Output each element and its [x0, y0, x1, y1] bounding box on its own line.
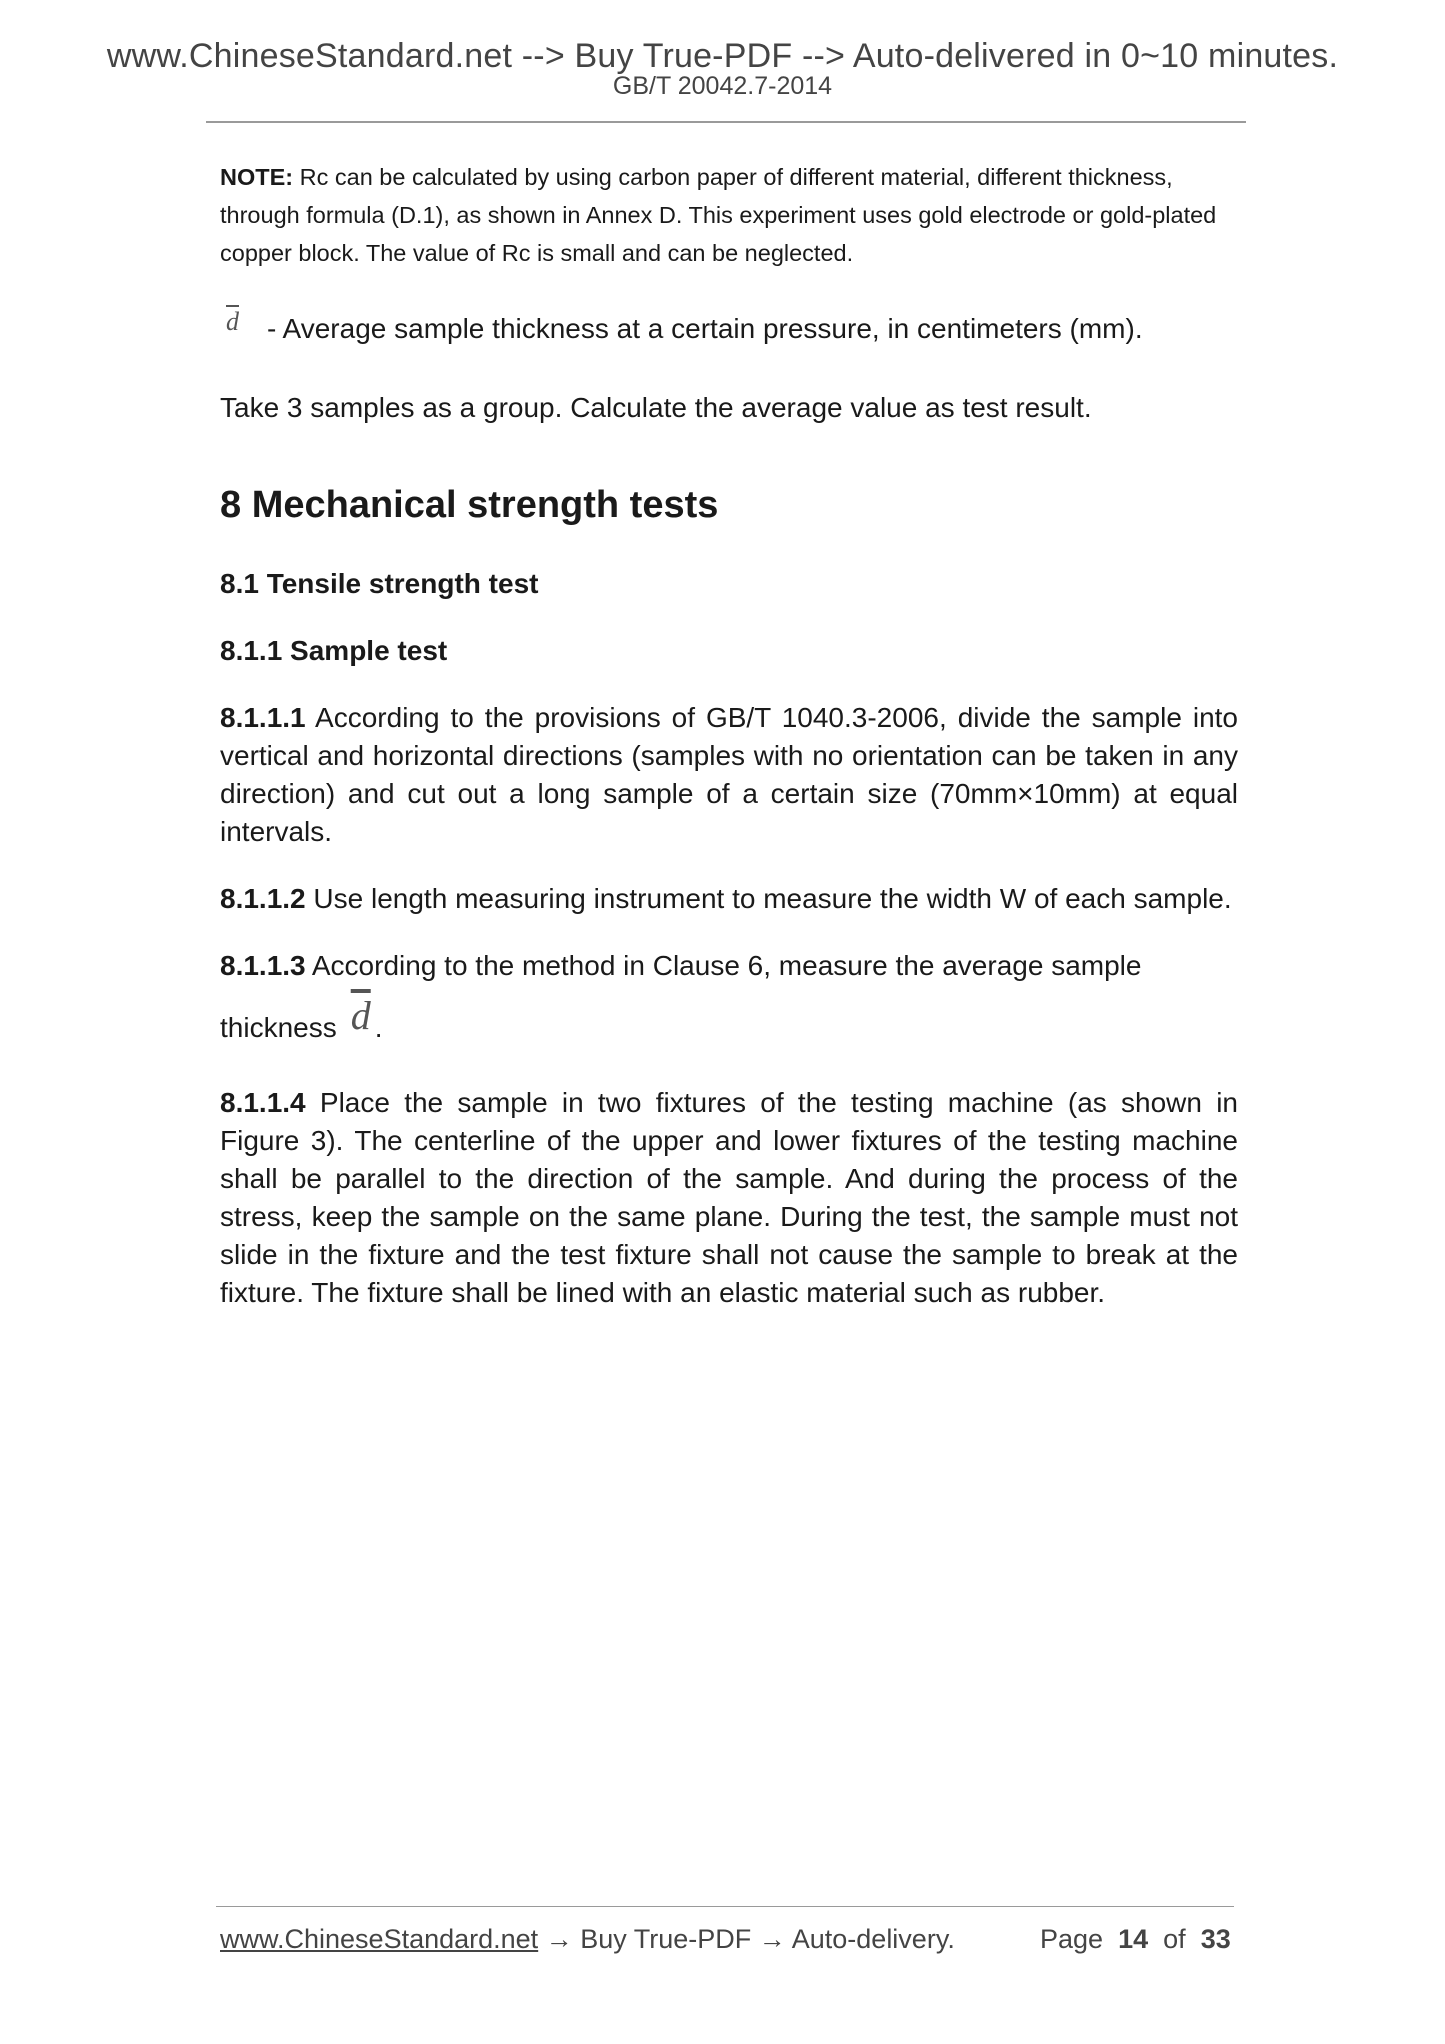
clause-8-1-1-3	[220, 947, 1238, 985]
group-paragraph: Take 3 samples as a group. Calculate the average value as test result.	[220, 392, 1092, 423]
clause-number: 8.1.1.2	[220, 883, 306, 914]
symbol-definition-text: - Average sample thickness at a certain pressure, in centimeters (mm).	[267, 313, 1143, 344]
header-divider	[206, 121, 1246, 123]
clause-8-1-1-1	[220, 699, 1238, 851]
clause-end-punct: .	[374, 1012, 383, 1043]
page-content	[220, 158, 1238, 1312]
note-label: NOTE:	[220, 164, 294, 190]
clause-text: Place the sample in two fixtures of the testing machine (as shown in Figure 3). The centerline of the upper and lower fixtures of the testing machine shall be parallel to the direction of the sample. And during the process of the stress, keep the sample on the same plane. During the test, the sample must not slide in the fixture and the test fixture shall not cause the sample to break at the fixture. The fixture shall be lined with an elastic material such as rubber.	[220, 1087, 1238, 1308]
clause-number: 8.1.1.1	[220, 702, 306, 733]
clause-number: 8.1.1.4	[220, 1087, 306, 1118]
d-bar-symbol: $\overline{d}$	[226, 307, 239, 336]
clause-text: According to the method in Clause 6, measure the average sample	[311, 950, 1142, 981]
top-banner: www.ChineseStandard.net --> Buy True-PDF --> Auto-delivered in 0~10 minutes.	[106, 37, 1339, 75]
clause-text: According to the provisions of GB/T 1040.3-2006, divide the sample into vertical and horizontal directions (samples with no orientation can be taken in any direction) and cut out a long sample of a certain size (70mm×10mm) at equal intervals.	[220, 702, 1239, 847]
footer-site-link[interactable]: www.ChineseStandard.net	[220, 1924, 539, 1954]
page-indicator	[1040, 1922, 1231, 1956]
footer-promo	[220, 1922, 955, 1956]
clause-number: 8.1.1.3	[220, 950, 306, 981]
symbol-definition	[220, 307, 1238, 349]
clause-8-1-1-4	[220, 1084, 1238, 1312]
d-bar-symbol: $\overline{d}$	[350, 993, 371, 1038]
clause-tail-text: thickness	[220, 1012, 337, 1043]
footer-divider	[216, 1906, 1234, 1907]
page-number: 14	[1118, 1924, 1149, 1954]
clause-8-1-1-2	[220, 880, 1238, 918]
of-label: of	[1163, 1924, 1186, 1954]
document-code: GB/T 20042.7-2014	[612, 72, 833, 100]
clause-text: Use length measuring instrument to measure the width W of each sample.	[313, 883, 1232, 914]
subsubsection-heading: 8.1.1 Sample test	[220, 635, 448, 666]
subsection-heading: 8.1 Tensile strength test	[220, 568, 539, 599]
note-text: Rc can be calculated by using carbon paper of different material, different thickness, through formula (D.1), as shown in Annex D. This experiment uses gold electrode or gold-plated copper block. The value of Rc is small and can be neglected.	[220, 164, 1217, 266]
clause-8-1-1-3-continuation	[220, 993, 1238, 1055]
footer-tagline: → Buy True-PDF → Auto-delivery.	[538, 1924, 955, 1954]
note-paragraph	[220, 158, 1238, 272]
page-total: 33	[1200, 1924, 1231, 1954]
page-label: Page	[1040, 1924, 1104, 1954]
section-heading: 8 Mechanical strength tests	[220, 484, 719, 526]
